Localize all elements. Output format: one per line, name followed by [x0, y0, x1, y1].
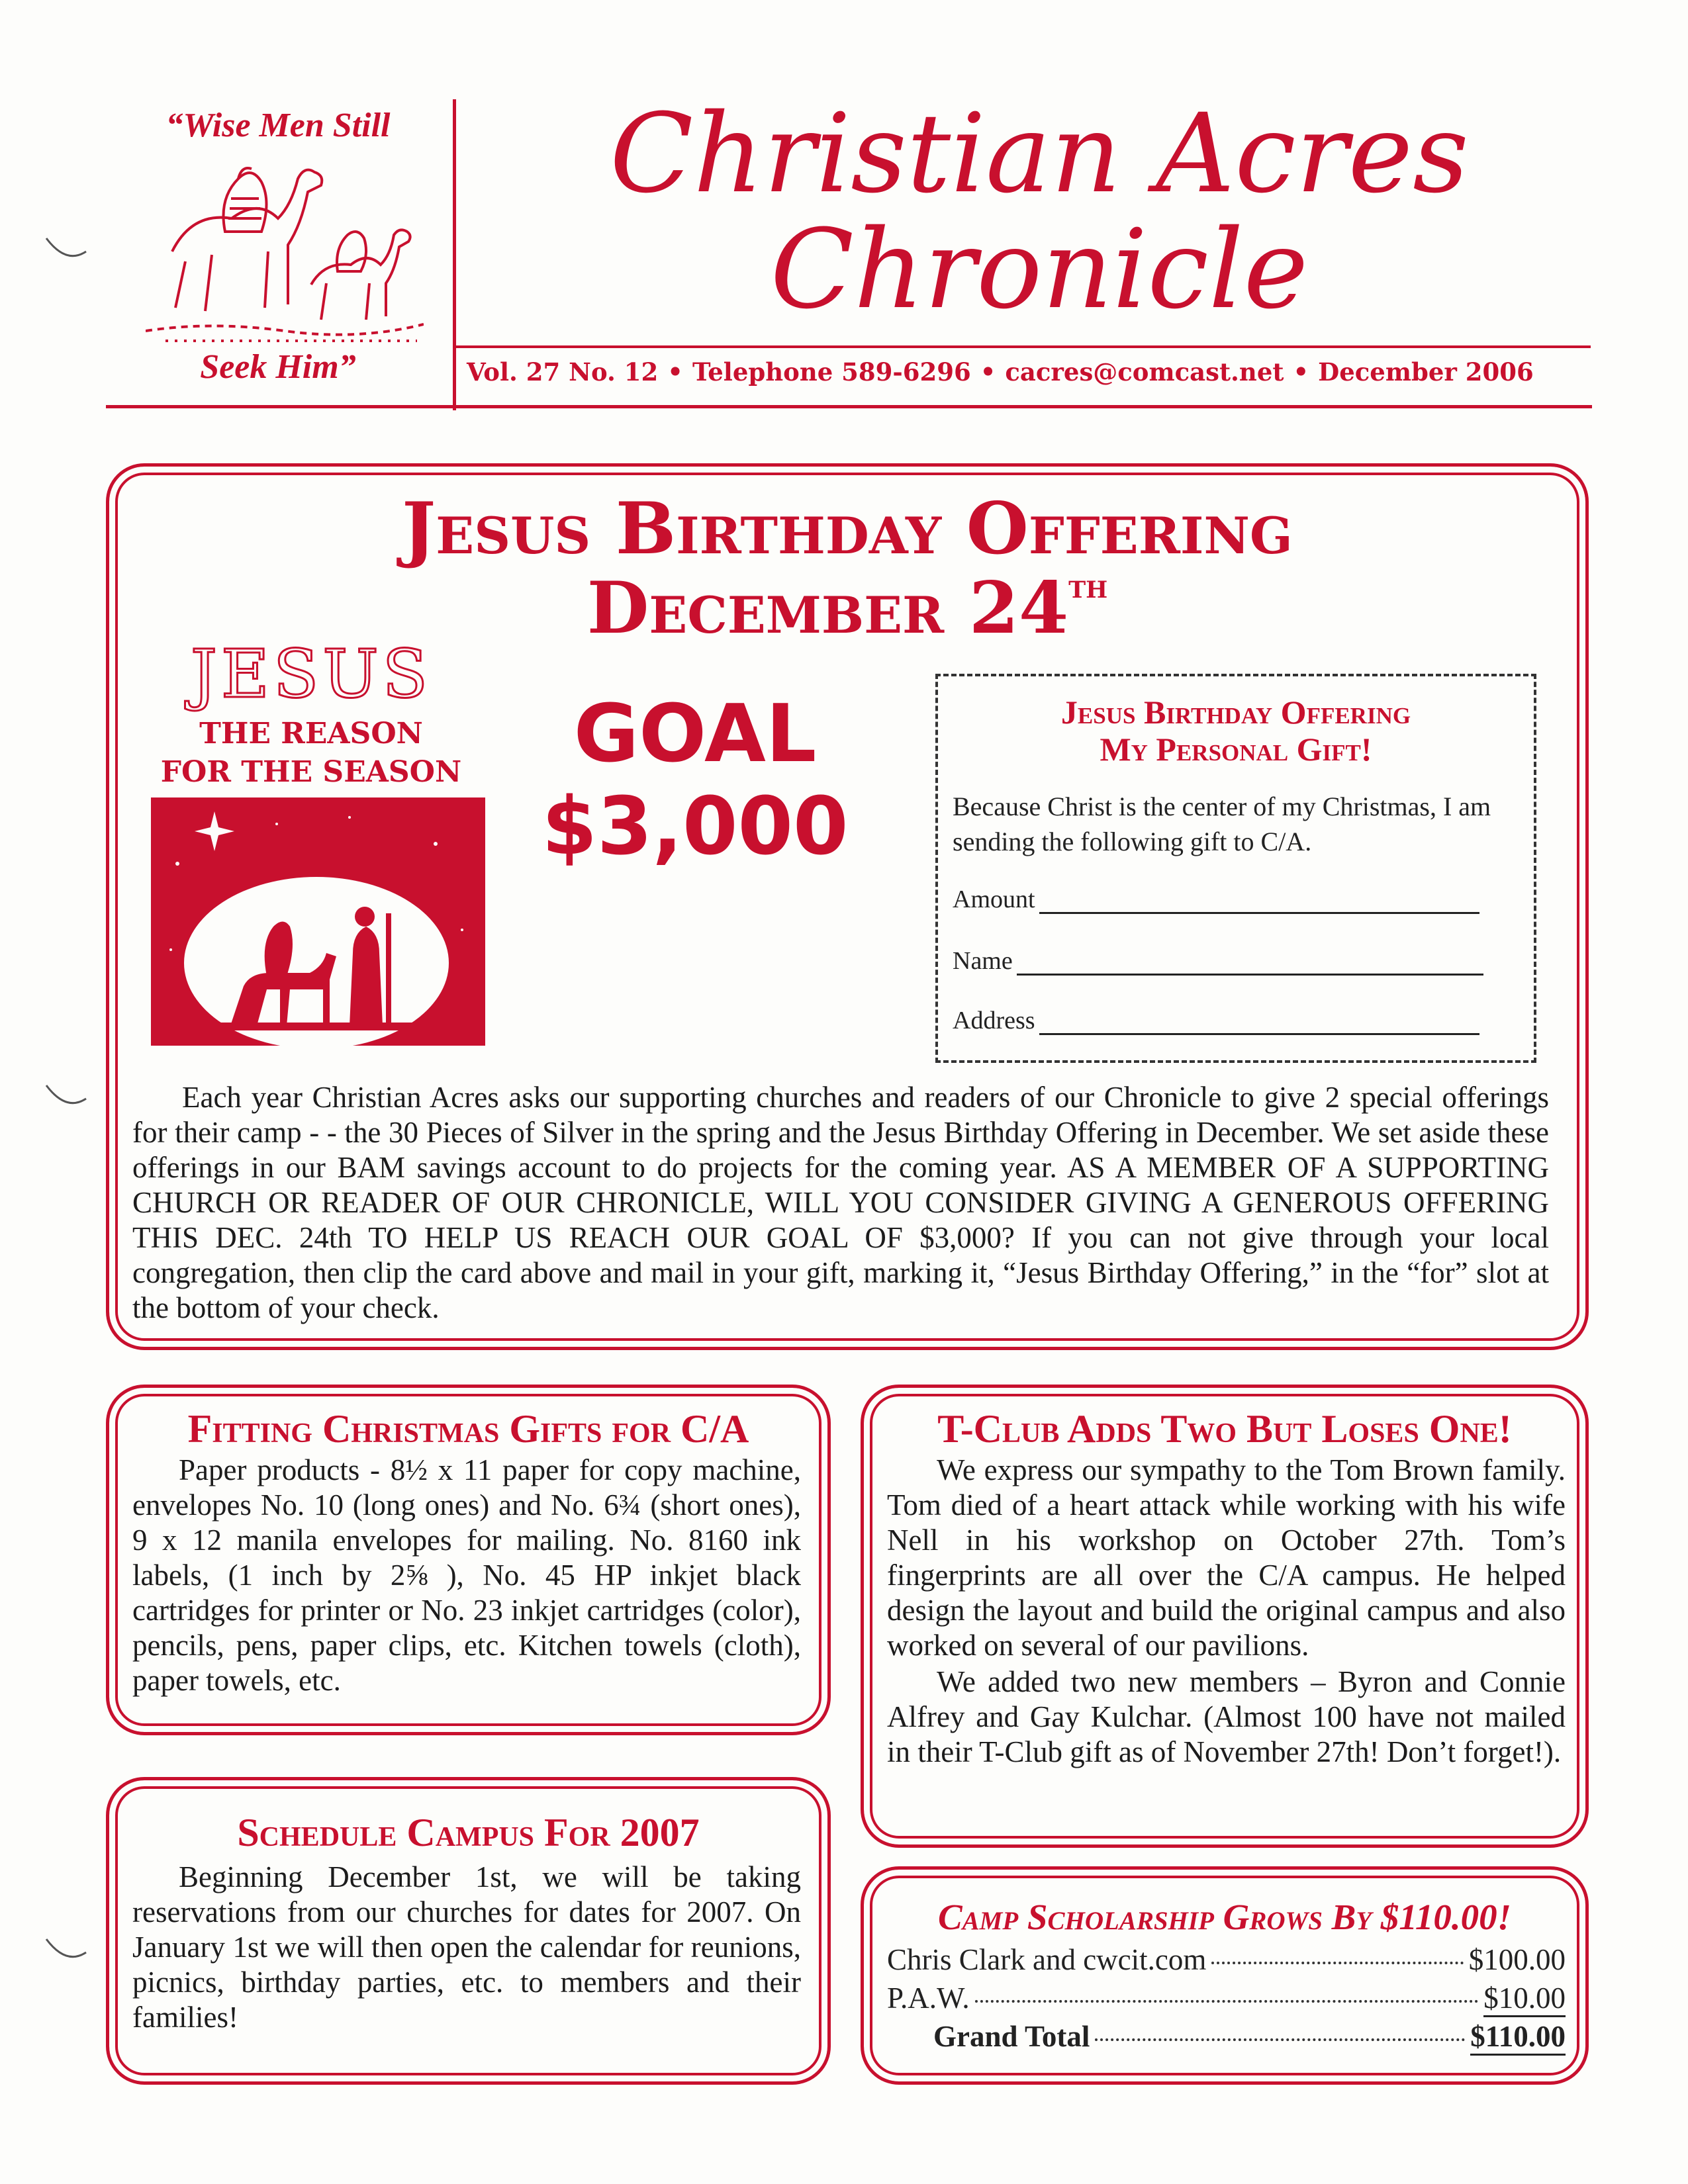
wise-men-camels-illustration [146, 152, 424, 344]
goal-amount: $3,000 [541, 781, 849, 873]
punch-hole-mark-icon [40, 1933, 93, 1972]
motto-top: “Wise Men Still [165, 107, 391, 144]
jesus-graphic-word: JESUS [190, 635, 432, 713]
address-line[interactable] [1039, 1013, 1479, 1035]
scholarship-title: Camp Scholarship Grows By $110.00! [937, 1897, 1512, 1937]
masthead-rule-bottom [106, 405, 1592, 408]
scholarship-row: P.A.W. $10.00 [887, 1981, 1566, 2017]
motto-bottom: Seek Him” [200, 348, 356, 386]
reason-for-season: THE REASON FOR THE SEASON [160, 717, 462, 789]
newsletter-title-line1: Christian Acres [610, 90, 1469, 217]
name-line[interactable] [1017, 954, 1483, 976]
punch-hole-mark-icon [40, 232, 93, 271]
offering-heading-line2: December 24th [586, 567, 1108, 650]
volume-number: Vol. 27 No. 12 [467, 357, 659, 387]
offering-body-text: Each year Christian Acres asks our supporting churches and readers of our Chronicle to give 2 special offerings for their camp - - the 30 Pieces of Silver in the spring and the Jesus Birthday Offering in December. We set aside these offerings in our BAM savings account to do projects for the coming year. AS A MEMBER OF A SUPPORTING CHURCH OR READER OF OUR CHRONICLE, WILL YOU CONSIDER GIVING A GENEROUS OFFERING THIS DEC. 24th TO HELP US REACH OUR GOAL OF $3,000? If you can not give through your local congregation, then clip the card above and mail in your gift, marking it, “Jesus Birthday Offering,” in the “for” slot at the bottom of your check. [132, 1081, 1549, 1324]
masthead-rule-top [455, 345, 1591, 348]
email-address: cacres@comcast.net [1005, 357, 1284, 387]
coupon-title: Jesus Birthday Offering My Personal Gift! [1060, 694, 1411, 768]
tclub-body-text-2: We added two new members – Byron and Connie Alfrey and Gay Kulchar. (Almost 100 have not mailed in their T-Club gift as of November 27th! Don’t forget!). [887, 1665, 1566, 1768]
address-field[interactable]: Address [953, 1006, 1479, 1035]
dateline: Vol. 27 No. 12 • Telephone 589-6296 • cacres@comcast.net • December 2006 [467, 357, 1534, 387]
scholarship-grand-total: Grand Total $110.00 [933, 2019, 1566, 2056]
amount-field[interactable]: Amount [953, 885, 1479, 914]
punch-hole-mark-icon [40, 1079, 93, 1118]
offering-heading-line1: Jesus Birthday Offering [402, 487, 1293, 570]
tclub-body-text-1: We express our sympathy to the Tom Brown family. Tom died of a heart attack while working with his wife Nell in his workshop on October 27th. Tom’s fingerprints are all over the C/A campus. He helped design the layout and build the original campus and also worked on several of our pavilions. [887, 1453, 1566, 1662]
tclub-title: T-Club Adds Two But Loses One! [937, 1407, 1512, 1451]
gifts-body-text: Paper products - 8½ x 11 paper for copy machine, envelopes No. 10 (long ones) and No. 6¾ (short ones), 9 x 12 manila envelopes for mailing. No. 8160 ink labels, (1 inch by 2⅝ ), No. 45 HP inkjet black cartridges for printer or No. 23 inkjet cartridges (color), pencils, pens, paper clips, etc. Kitchen towels (cloth), paper towels, etc. [132, 1453, 801, 1697]
schedule-body-text: Beginning December 1st, we will be taking reservations from our churches for dates for 2007. On January 1st we will then open the calendar for reunions, picnics, birthday parties, etc. to members and their families! [132, 1860, 801, 2034]
wise-men-logo [106, 99, 450, 404]
goal-label: GOAL [573, 688, 817, 780]
telephone: Telephone 589-6296 [692, 357, 971, 387]
newsletter-title-line2: Chronicle [770, 206, 1309, 333]
gifts-title: Fitting Christmas Gifts for C/A [187, 1407, 749, 1451]
amount-line[interactable] [1039, 892, 1479, 914]
name-field[interactable]: Name [953, 946, 1483, 976]
coupon-text: Because Christ is the center of my Christmas, I am sending the following gift to C/A. [953, 792, 1491, 856]
issue-date: December 2006 [1318, 357, 1534, 387]
schedule-title: Schedule Campus For 2007 [237, 1811, 700, 1854]
nativity-silhouette-image [151, 797, 485, 1046]
scholarship-row: Chris Clark and cwcit.com $100.00 [887, 1943, 1566, 1976]
personal-gift-coupon [935, 674, 1536, 1063]
masthead-divider [453, 99, 456, 410]
